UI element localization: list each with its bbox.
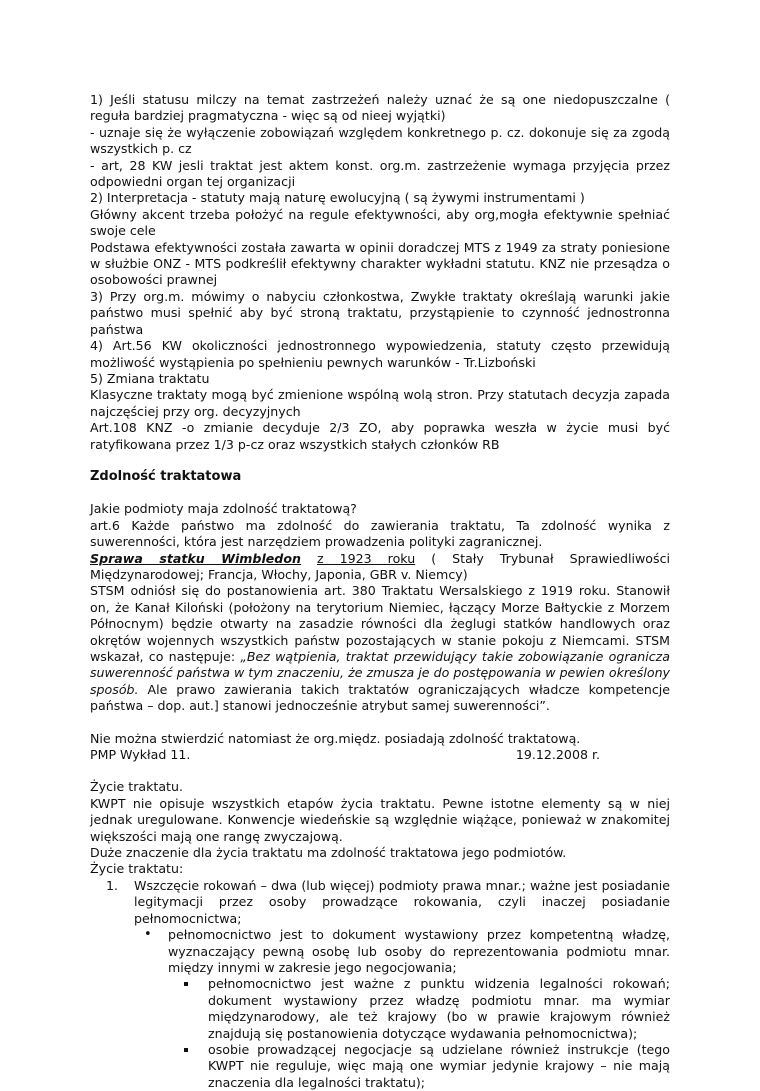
paragraph: Podstawa efektywności została zawarta w opinii doradczej MTS z 1949 za straty poniesione w służbie ONZ - MTS podkreślił efektywny charakter wykładni statutu. KNZ nie przesądza o osobowości prawnej — [90, 239, 670, 288]
paragraph: 1) Jeśli statusu milczy na temat zastrzeżeń należy uznać że są one niedopuszczalne ( reguła bardziej pragmatyczna - więc są od nieej wyjątki) — [90, 92, 670, 124]
section-heading: Zdolność traktatowa — [90, 468, 242, 484]
stage-1-text: Wszczęcie rokowań – dwa (lub więcej) podmioty prawa mnar.; ważne jest posiadanie legitymacji przez osoby prowadzące rokowania, czyli inaczej posiadanie pełnomocnictwa; — [134, 877, 670, 926]
life-capacity: Duże znaczenie dla życia traktatu ma zdolność traktatowa jego podmiotów. — [90, 845, 567, 861]
life-title: Życie traktatu. — [90, 779, 183, 795]
article-6-text: art.6 Każde państwo ma zdolność do zawierania traktatu, Ta zdolność wynika z suwerenności, która jest narzędziem prowadzenia polityki zagranicznej. — [90, 517, 670, 550]
paragraph: 3) Przy org.m. mówimy o nabyciu członkostwa, Zwykłe traktaty określają warunki jakie państwo musi spełnić aby być stroną traktatu, przystąpienie to czynność jednostronna państwa — [90, 288, 670, 337]
case-title: Sprawa statku Wimbledon — [90, 550, 301, 566]
paragraph: Główny akcent trzeba położyć na regule efektywności, aby org,mogła efektywnie spełniać swoje cele — [90, 206, 670, 239]
stsm-paragraph — [90, 583, 670, 714]
question-text: Jakie podmioty maja zdolność traktatową? — [90, 501, 357, 517]
stsm-rest: Ale prawo zawierania takich traktatów ograniczających władcze kompetencje państwa – dop. aut.] stanowi jednocześnie atrybut samej suwerenności”. — [90, 681, 670, 714]
sub-bullets — [168, 976, 670, 1091]
stsm-quote: „Bez wątpienia, traktat przewidujący takie zobowiązanie ogranicza suwerenność państwa w tym znaczeniu, że zmusza je do postępowania w pewien określony sposób. — [90, 649, 670, 697]
reservations-block — [90, 92, 670, 453]
paragraph: 5) Zmiana traktatu — [90, 370, 210, 386]
power-of-attorney-text: pełnomocnictwo jest to dokument wystawiony przez kompetentną władzę, wyznaczający pewną osobę lub osoby do reprezentowania podmiotu mnar. między innymi w zakresie jego negocjowania; — [168, 927, 670, 975]
list-item — [122, 878, 670, 1091]
life-stages-list — [90, 878, 670, 1091]
case-parties: ( Stały Trybunał Sprawiedliwości Międzynarodowej; Francja, Włochy, Japonia, GBR v. Niemcy) — [90, 550, 670, 582]
stsm-intro: STSM odniósł się do postanowienia art. 380 Traktatu Wersalskiego z 1919 roku. Stanowił on, że Kanał Kiloński (położony na terytorium Niemiec, łączący Morze Bałtyckie z Morzem Północnym) będzie otwarty na zasadzie równości dla żeglugi statków handlowych oraz okrętów wojennych wszystkich państw pozostających w stanie pokoju z Niemcami. STSM wskazał, co następuje: — [90, 583, 670, 664]
paragraph: - uznaje się że wyłączenie zobowiązań względem konkretnego p. cz. dokonuje się za zgodą wszystkich p. cz — [90, 124, 670, 157]
case-line — [90, 551, 670, 584]
list-item — [156, 927, 670, 1091]
paragraph: Klasyczne traktaty mogą być zmienione wspólną wolą stron. Przy statutach decyzja zapada najczęściej przy org. decyzyjnych — [90, 387, 670, 419]
lecture-label: PMP Wykład 11. — [90, 747, 191, 763]
paragraph: 2) Interpretacja - statuty mają naturę ewolucyjną ( są żywymi instrumentami ) — [90, 190, 585, 206]
lecture-line — [90, 747, 670, 763]
conclusion-text: Nie można stwierdzić natomiast że org.międz. posiadają zdolność traktatową. — [90, 730, 581, 746]
case-year: z 1923 roku — [316, 550, 416, 566]
list-item: osobie prowadzącej negocjacje są udzielane również instrukcje (tego KWPT nie reguluje, więc mają one wymiar jedynie krajowy – nie mają znaczenia dla legalności traktatu); — [194, 1042, 670, 1091]
paragraph: Art.108 KNZ -o zmianie decyduje 2/3 ZO, aby poprawka weszła w życie musi być ratyfikowana przez 1/3 p-cz oraz wszystkich stałych członków RB — [90, 420, 670, 452]
paragraph: 4) Art.56 KW okoliczności jednostronnego wypowiedzenia, statuty często przewidują możliwość wystąpienia po spełnieniu pewnych warunków - Tr.Lizboński — [90, 338, 670, 370]
paragraph: - art, 28 KW jesli traktat jest aktem konst. org.m. zastrzeżenie wymaga przyjęcia przez odpowiedni organ tej organizacji — [90, 157, 670, 190]
life-intro: KWPT nie opisuje wszystkich etapów życia traktatu. Pewne istotne elementy są w niej jednak uregulowane. Konwencje wiedeńskie są względnie wiążące, ponieważ w znakomitej większości mają one rangę zwyczajową. — [90, 795, 670, 844]
stage-1-bullets — [134, 927, 670, 1091]
life-title-2: Życie traktatu: — [90, 861, 184, 877]
lecture-date: 19.12.2008 r. — [515, 747, 600, 763]
list-item: pełnomocnictwo jest ważne z punktu widzenia legalności rokowań; dokument wystawiony przez władzę podmiotu mnar. ma wymiar międzynarodowy, ale też krajowy (bo w prawie krajowym również znajdują się postanowienia dotyczące wydawania pełnomocnictwa); — [194, 976, 670, 1042]
